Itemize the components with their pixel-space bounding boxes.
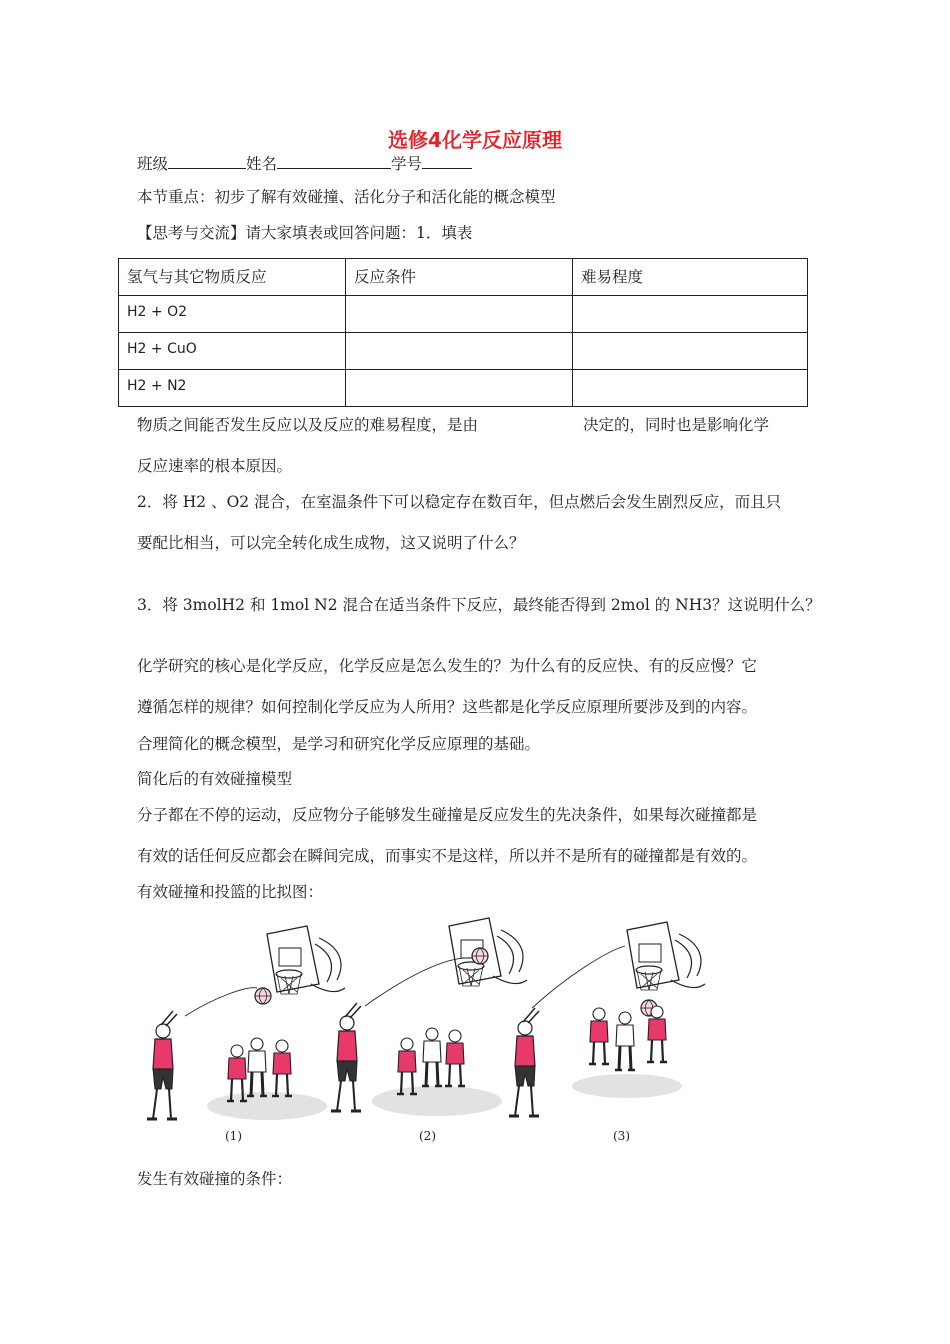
think-prompt: 【思考与交流】请大家填表或回答问题：1．填表: [137, 224, 473, 242]
table-row: [119, 333, 808, 370]
player-2b: [422, 1028, 442, 1086]
table-cell-reaction: H2 + O2: [119, 296, 346, 333]
reaction-table: [118, 258, 808, 407]
panel-2: [331, 918, 527, 1116]
table-header-cell: 氢气与其它物质反应: [119, 259, 346, 296]
para1-text-b: 决定的，同时也是影响化学: [583, 416, 770, 434]
para1-line2: 反应速率的根本原因。: [137, 457, 293, 475]
table-row: [119, 296, 808, 333]
class-label: 班级: [137, 155, 169, 173]
hoop-3: [627, 922, 705, 990]
figure-caption-1: (1): [225, 1129, 242, 1143]
ball-1: [255, 988, 271, 1004]
para1-line1: [137, 418, 769, 434]
player-3b: [615, 1012, 635, 1070]
panel-1: [147, 926, 345, 1120]
core-line2: 遵循怎样的规律？如何控制化学反应为人所用？这些都是化学反应原理所要涉及到的内容。: [137, 698, 758, 716]
table-cell-difficulty[interactable]: [573, 370, 808, 407]
model-line: 合理简化的概念模型，是学习和研究化学反应原理的基础。: [137, 735, 541, 753]
para1-text-a: 物质之间能否发生反应以及反应的难易程度，是由: [137, 416, 479, 434]
table-cell-reaction: H2 + CuO: [119, 333, 346, 370]
name-blank[interactable]: [277, 153, 391, 169]
question-3: 3．将 3molH2 和 1mol N2 混合在适当条件下反应，最终能否得到 2mol 的 NH3？这说明什么？: [137, 596, 821, 614]
hoop-2: [449, 918, 527, 986]
ball-2: [472, 948, 488, 964]
id-label: 学号: [391, 155, 423, 173]
hoop-1: [267, 926, 345, 994]
table-cell-difficulty[interactable]: [573, 296, 808, 333]
player-3a: [589, 1008, 609, 1064]
name-label: 姓名: [246, 155, 278, 173]
table-header-row: [119, 259, 808, 296]
student-info-line: [137, 153, 472, 173]
table-cell-difficulty[interactable]: [573, 333, 808, 370]
player-1a: [227, 1045, 247, 1101]
figure-caption-3: (3): [613, 1129, 630, 1143]
table-header-cell: 反应条件: [346, 259, 573, 296]
player-2a: [397, 1038, 417, 1094]
table-header-cell: 难易程度: [573, 259, 808, 296]
condition-heading: 发生有效碰撞的条件：: [137, 1170, 293, 1188]
player-1b: [247, 1038, 267, 1096]
molecule-line2: 有效的话任何反应都会在瞬间完成，而事实不是这样，所以并不是所有的碰撞都是有效的。: [137, 847, 758, 865]
table-cell-condition[interactable]: [346, 296, 573, 333]
question-2-line1: 2．将 H2 、O2 混合，在室温条件下可以稳定存在数百年，但点燃后会发生剧烈反应，而且只: [137, 493, 782, 511]
class-blank[interactable]: [168, 153, 246, 169]
page-title: 选修4化学反应原理: [388, 128, 562, 152]
shooter-1: [147, 1011, 177, 1119]
basketball-analogy-figure: [137, 916, 727, 1161]
table-row: [119, 370, 808, 407]
player-2c: [445, 1030, 465, 1086]
analogy-heading: 有效碰撞和投篮的比拟图：: [137, 883, 324, 901]
shooter-3: [509, 1008, 539, 1116]
simplified-heading: 简化后的有效碰撞模型: [137, 770, 293, 788]
question-2-line2: 要配比相当，可以完全转化成生成物，这又说明了什么？: [137, 534, 525, 552]
shooter-2: [331, 1003, 361, 1111]
table-cell-condition[interactable]: [346, 333, 573, 370]
table-cell-condition[interactable]: [346, 370, 573, 407]
table-cell-reaction: H2 + N2: [119, 370, 346, 407]
figure-caption-2: (2): [419, 1129, 436, 1143]
player-1c: [272, 1040, 292, 1096]
core-line1: 化学研究的核心是化学反应，化学反应是怎么发生的？为什么有的反应快、有的反应慢？它: [137, 657, 758, 675]
focus-line: 本节重点：初步了解有效碰撞、活化分子和活化能的概念模型: [137, 188, 556, 206]
panel-3: [509, 922, 705, 1116]
id-blank[interactable]: [422, 153, 472, 169]
molecule-line1: 分子都在不停的运动，反应物分子能够发生碰撞是反应发生的先决条件，如果每次碰撞都是: [137, 806, 758, 824]
